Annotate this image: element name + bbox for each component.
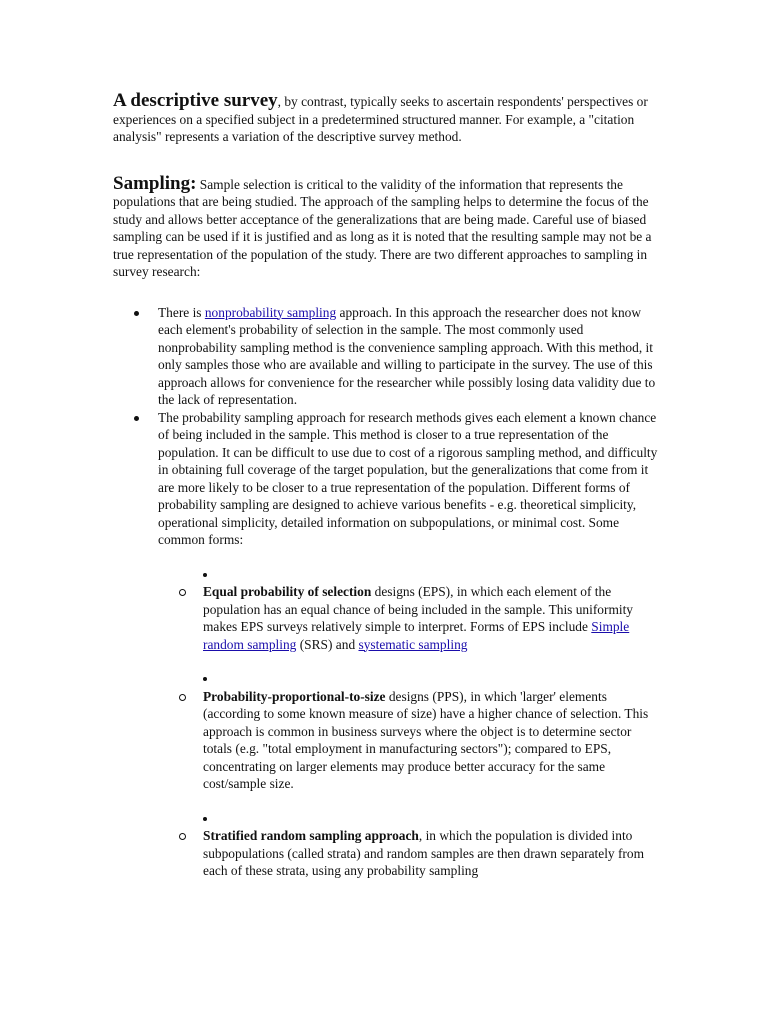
sampling-approaches-list (113, 304, 658, 880)
eps-text: designs (EPS), in which each element of the population has an equal chance of being included in the sample. This uniformity makes EPS surveys relatively simple to interpret. Forms of EPS include (203, 584, 634, 634)
circle-bullet-icon (179, 694, 186, 701)
intro-text: , by contrast, typically seeks to ascertain respondents' perspectives or experiences on a specified subject in a predetermined structured manner. For example, a "citation analysis" represents a variation of the descriptive survey method. (113, 94, 648, 144)
bullet-icon (134, 311, 139, 316)
sampling-title: Sampling: (113, 172, 197, 194)
intro-paragraph (113, 92, 658, 146)
bullet-1-pre: There is (158, 304, 205, 320)
sampling-paragraph (113, 172, 658, 281)
nonprobability-sampling-link[interactable]: nonprobability sampling (204, 304, 337, 320)
bullet-1-post: approach. In this approach the researcher does not know each element's probability of selection in the sample. The most commonly used nonprobability sampling method is the convenience sampling approach. With this method, it only samples those who are available and willing to participate in the survey. The use of this approach allows for convenience for the researcher while possibly losing data validity due to the lack of representation. (158, 304, 656, 407)
intro-title: A descriptive survey (113, 90, 278, 111)
stratified-title: Stratified random sampling approach (203, 828, 419, 843)
stray-bullet-icon (203, 817, 207, 821)
circle-bullet-icon (179, 589, 186, 596)
eps-mid: (SRS) and (296, 636, 359, 652)
sub-item-stratified (203, 810, 658, 880)
simple-random-sampling-link[interactable]: Simple random sampling (203, 619, 630, 652)
stray-bullet-icon (203, 677, 207, 681)
sub-item-pps (203, 670, 658, 793)
eps-title: Equal probability of selection (203, 584, 372, 599)
systematic-sampling-link[interactable]: systematic sampling (358, 636, 468, 652)
sampling-text: Sample selection is critical to the validity of the information that represents the populations that are being studied. The approach of the sampling helps to determine the focus of the study and allows better acceptance of the generalizations that are being made. Careful use of biased sampling can be used if it is justified and as long as it is noted that the resulting sample may not be a true representation of the population of the study. There are two different approaches to sampling in survey research: (113, 176, 652, 279)
list-item-nonprobability (158, 304, 658, 409)
bullet-icon (134, 416, 139, 421)
circle-bullet-icon (179, 833, 186, 840)
list-item-probability (158, 409, 658, 880)
pps-title: Probability-proportional-to-size (203, 688, 386, 704)
stratified-text: , in which the population is divided into subpopulations (called strata) and random samples are then drawn separately from each of these strata, using any probability sampling (203, 828, 644, 878)
stray-bullet-icon (203, 573, 207, 577)
pps-text: designs (PPS), in which 'larger' elements (according to some known measure of size) have a higher chance of selection. This approach is common in business surveys where the object is to determine sector totals (e.g. "total employment in manufacturing sectors"); compared to EPS, concentrating on larger elements may produce better accuracy for the same cost/sample size. (203, 688, 649, 791)
document-page (113, 92, 658, 897)
probability-forms-list (158, 566, 658, 880)
sub-item-eps (203, 566, 658, 654)
bullet-2-text: The probability sampling approach for research methods gives each element a known chance of being included in the sample. This method is closer to a true representation of the population. It can be difficult to use due to cost of a rigorous sampling method, and difficulty in obtaining full coverage of the target population, but the generalizations that come from it are more likely to be closer to a true representation of the population. Different forms of probability sampling are designed to achieve various benefits - e.g. theoretical simplicity, operational simplicity, detailed information on subpopulations, or minimal cost. Some common forms: (158, 409, 658, 547)
